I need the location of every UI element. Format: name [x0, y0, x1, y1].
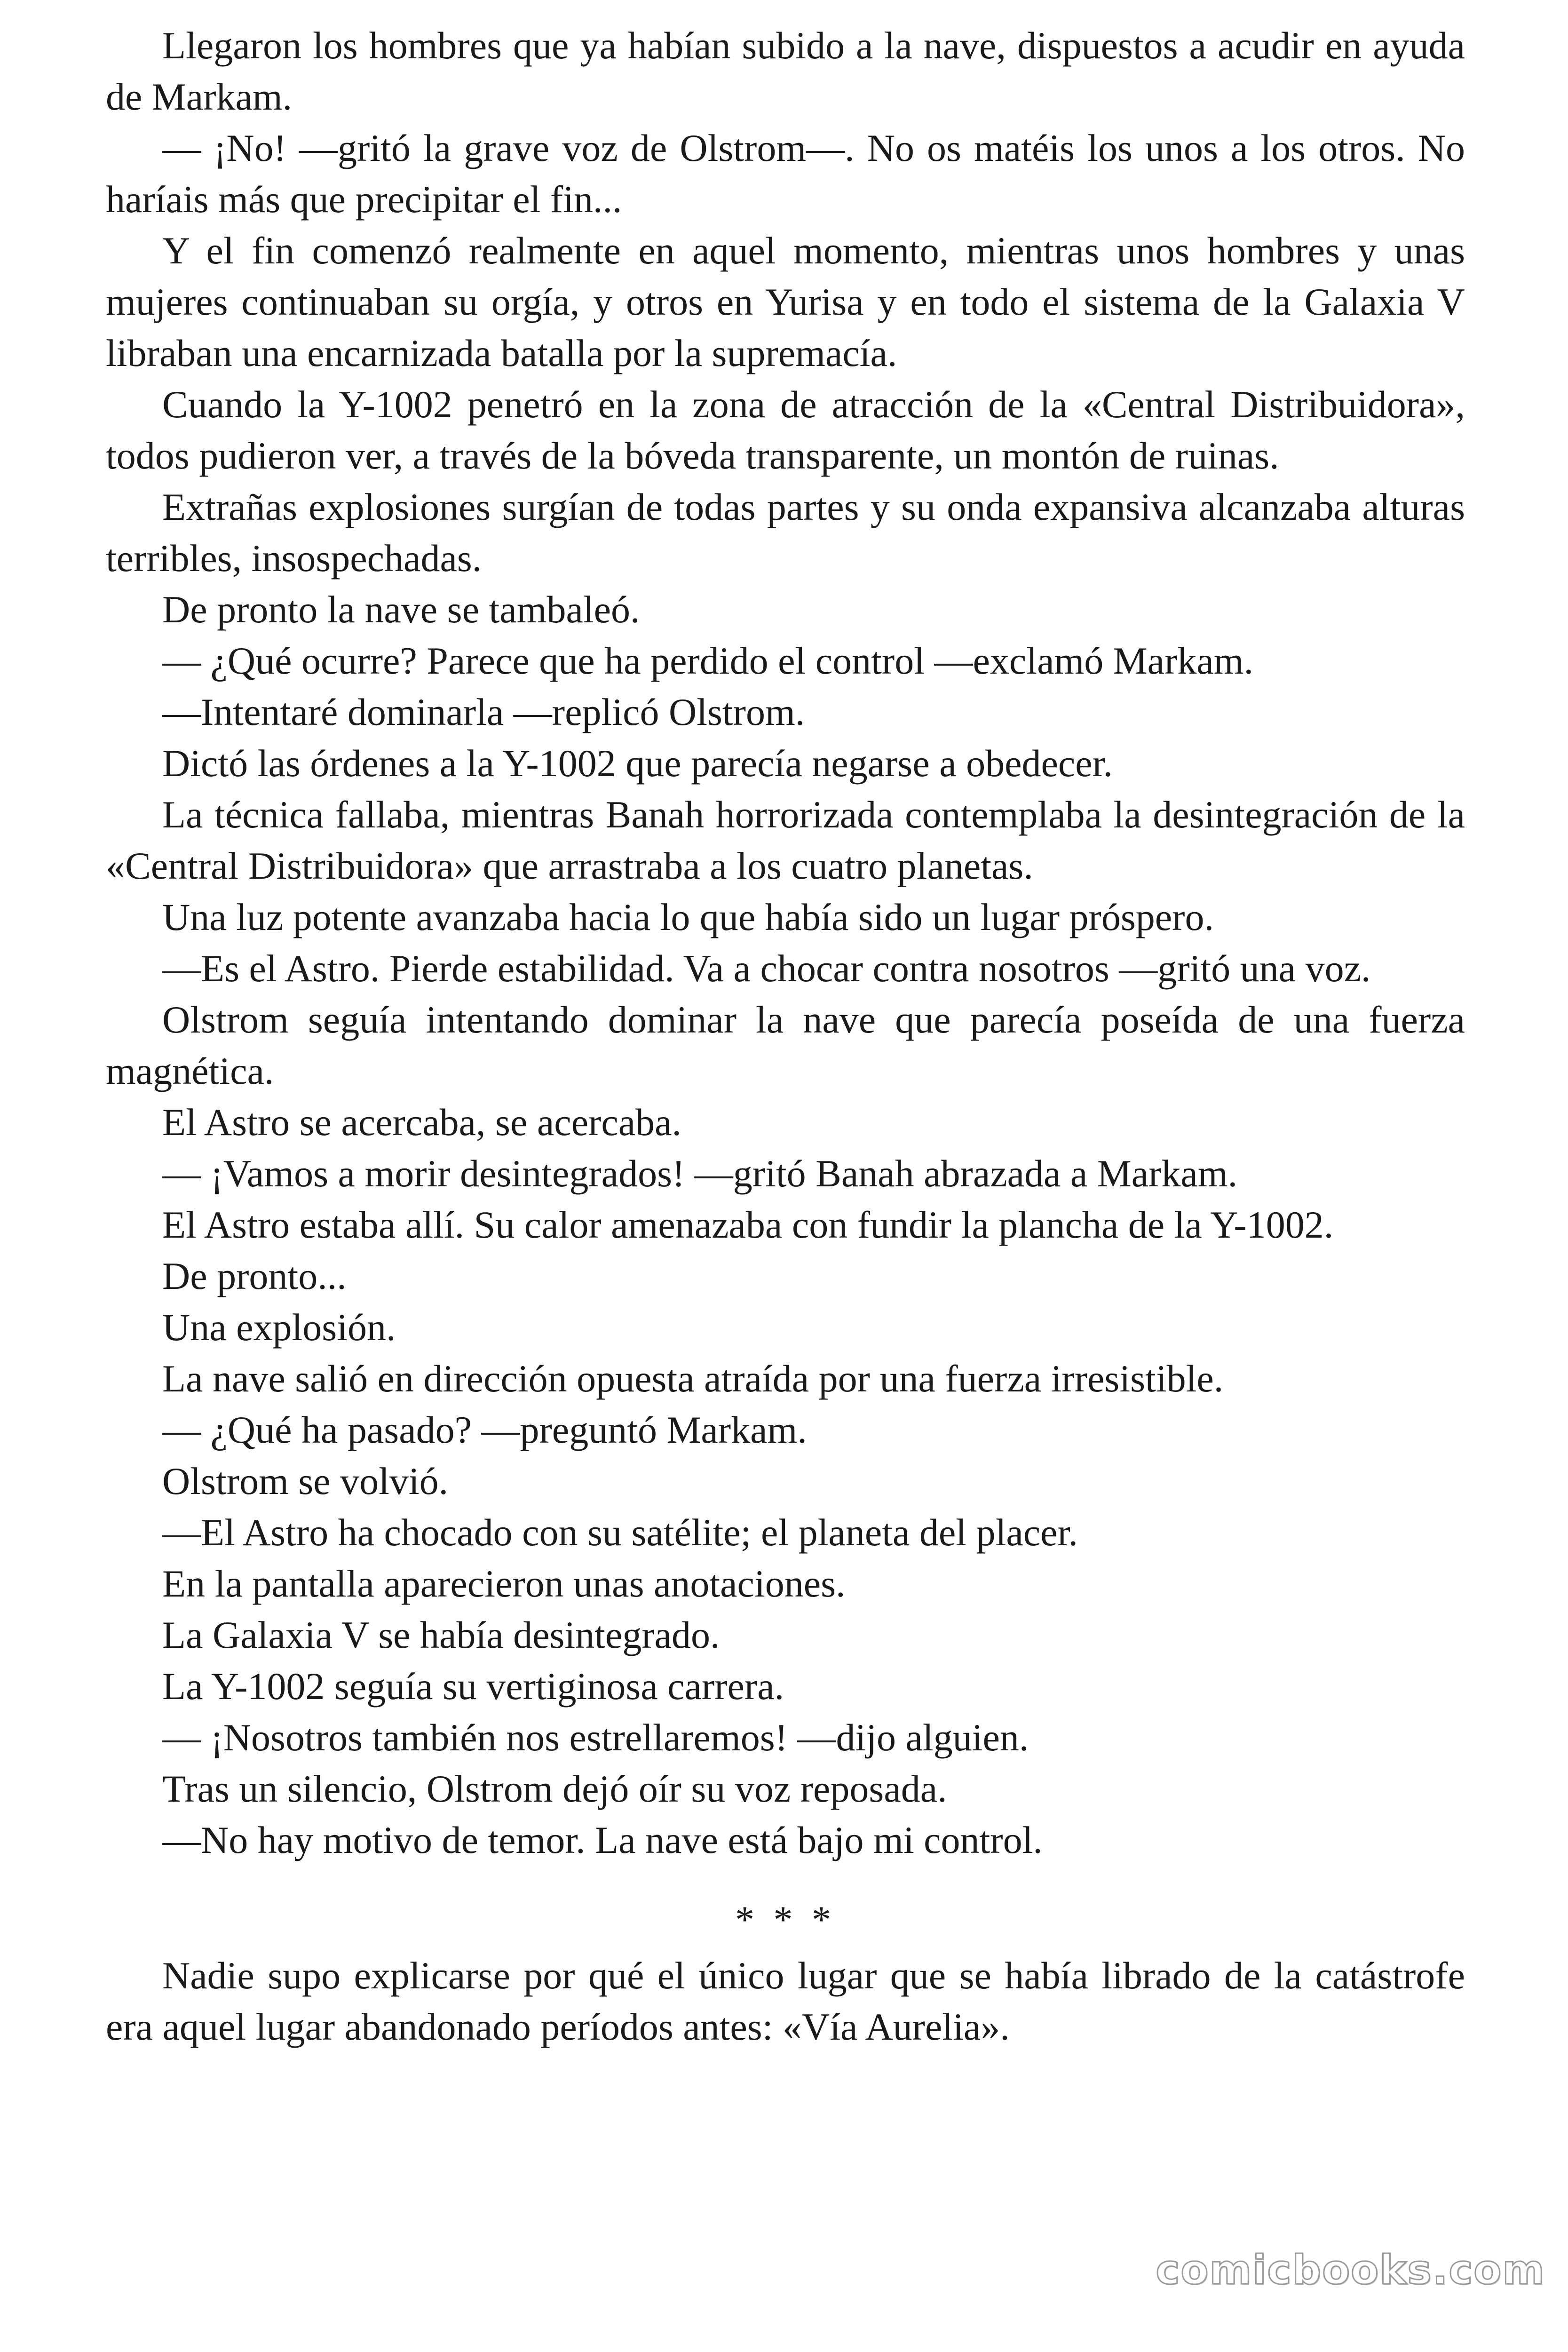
- paragraph: Una explosión.: [162, 1306, 396, 1349]
- paragraph: Y el fin comenzó realmente en aquel momento, mientras unos hombres y unas mujeres continuaban su orgía, y otros en Yurisa y en todo el sistema de la Galaxia V libraban una encarnizada batalla por la supremacía.: [106, 229, 1465, 374]
- paragraph: Dictó las órdenes a la Y-1002 que parecía negarse a obedecer.: [162, 742, 1113, 785]
- paragraph: En la pantalla aparecieron unas anotaciones.: [162, 1562, 846, 1605]
- paragraph: La nave salió en dirección opuesta atraída por una fuerza irresistible.: [162, 1357, 1224, 1400]
- paragraph: Tras un silencio, Olstrom dejó oír su voz reposada.: [162, 1767, 947, 1810]
- paragraph: La Galaxia V se había desintegrado.: [162, 1613, 720, 1656]
- paragraph: Cuando la Y-1002 penetró en la zona de atracción de la «Central Distribuidora», todos pudieron ver, a través de la bóveda transparente, un montón de ruinas.: [106, 383, 1465, 477]
- document-body: [106, 20, 1465, 2052]
- closing-paragraph: Nadie supo explicarse por qué el único lugar que se había librado de la catástrofe era aquel lugar abandonado períodos antes: «Vía Aurelia».: [106, 1954, 1465, 2048]
- paragraph: —Es el Astro. Pierde estabilidad. Va a chocar contra nosotros —gritó una voz.: [162, 947, 1371, 990]
- paragraph: La técnica fallaba, mientras Banah horrorizada contemplaba la desintegración de la «Central Distribuidora» que arrastraba a los cuatro planetas.: [106, 793, 1465, 887]
- paragraph: La Y-1002 seguía su vertiginosa carrera.: [162, 1665, 784, 1708]
- paragraph: Olstrom se volvió.: [162, 1460, 449, 1502]
- watermark: comicbooks.com: [1156, 2247, 1545, 2294]
- paragraph: El Astro se acercaba, se acercaba.: [162, 1101, 682, 1144]
- paragraph: Extrañas explosiones surgían de todas partes y su onda expansiva alcanzaba alturas terribles, insospechadas.: [106, 485, 1465, 580]
- paragraph: El Astro estaba allí. Su calor amenazaba con fundir la plancha de la Y-1002.: [162, 1203, 1334, 1246]
- paragraph: —El Astro ha chocado con su satélite; el planeta del placer.: [162, 1511, 1078, 1554]
- paragraph: — ¡No! —gritó la grave voz de Olstrom—. No os matéis los unos a los otros. No haríais más que precipitar el fin...: [106, 127, 1465, 221]
- paragraph: — ¡Vamos a morir desintegrados! —gritó Banah abrazada a Markam.: [162, 1152, 1238, 1195]
- paragraph: De pronto...: [162, 1255, 347, 1297]
- paragraph: Llegaron los hombres que ya habían subido a la nave, dispuestos a acudir en ayuda de Markam.: [106, 24, 1465, 118]
- paragraph: Una luz potente avanzaba hacia lo que había sido un lugar próspero.: [162, 896, 1214, 938]
- paragraph: De pronto la nave se tambaleó.: [162, 588, 640, 631]
- paragraph: Olstrom seguía intentando dominar la nave que parecía poseída de una fuerza magnética.: [106, 998, 1465, 1092]
- paragraph: —Intentaré dominarla —replicó Olstrom.: [162, 691, 805, 733]
- paragraph: — ¿Qué ha pasado? —preguntó Markam.: [162, 1408, 807, 1451]
- paragraph: — ¿Qué ocurre? Parece que ha perdido el control —exclamó Markam.: [162, 639, 1254, 682]
- paragraph: — ¡Nosotros también nos estrellaremos! —dijo alguien.: [162, 1716, 1029, 1759]
- section-separator: * * *: [735, 1898, 836, 1941]
- paragraph: —No hay motivo de temor. La nave está bajo mi control.: [162, 1819, 1043, 1861]
